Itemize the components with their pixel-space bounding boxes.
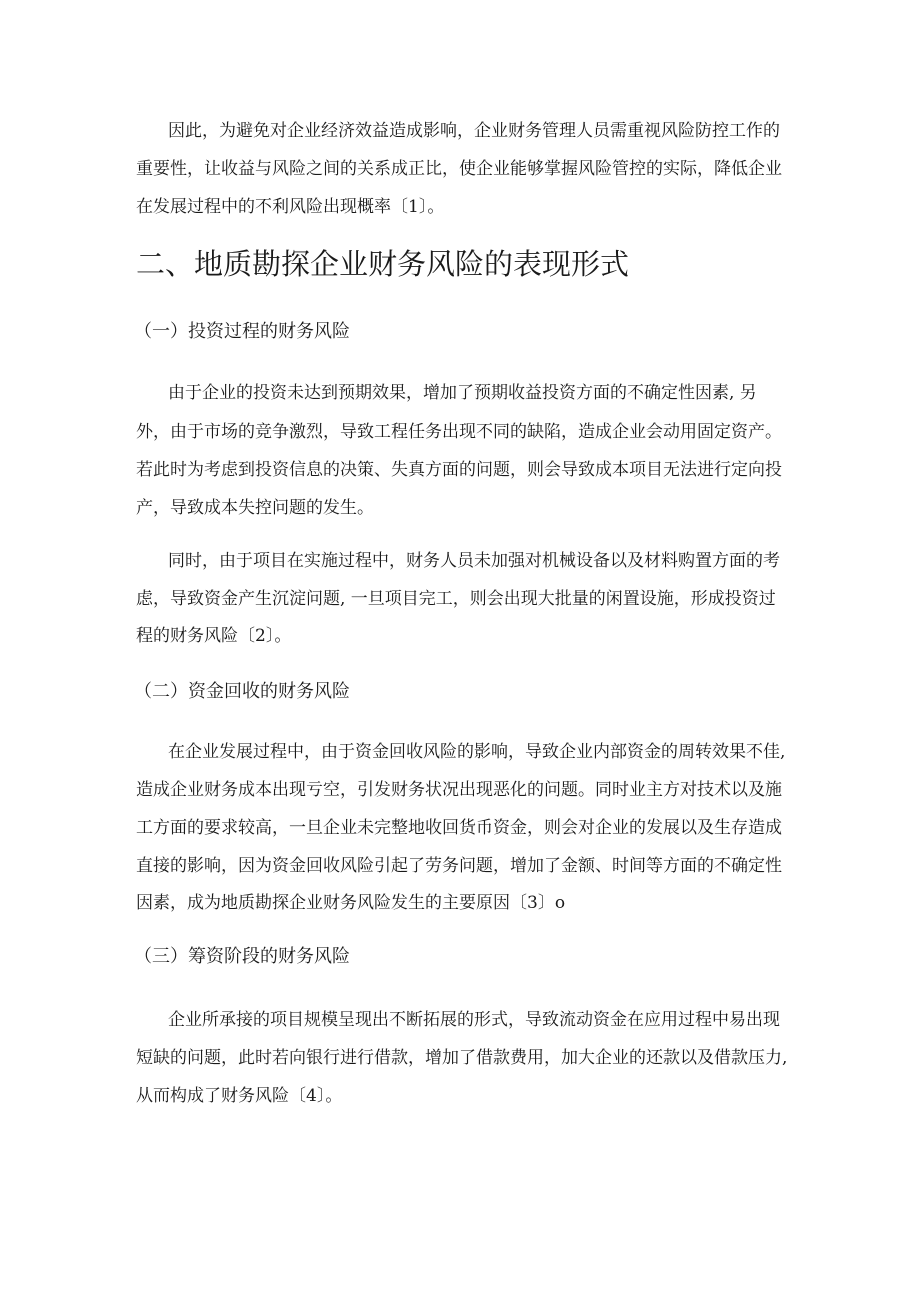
paragraph-line: 从而构成了财务风险〔4〕。 <box>136 1086 343 1106</box>
paragraph-line: 工方面的要求较高，一旦企业未完整地收回货币资金，则会对企业的发展以及生存造成 <box>136 818 782 838</box>
subsection-title: （二）资金回收的财务风险 <box>134 681 350 702</box>
paragraph-line: 在企业发展过程中，由于资金回收风险的影响，导致企业内部资金的周转效果不佳, <box>168 742 786 762</box>
paragraph-line: 产，导致成本失控问题的发生。 <box>136 498 374 518</box>
paragraph-line: 短缺的问题，此时若向银行进行借款，增加了借款费用，加大企业的还款以及借款压力, <box>136 1048 788 1068</box>
paragraph-line: 造成企业财务成本出现亏空，引发财务状况出现恶化的问题。同时业主方对技术以及施 <box>136 780 782 800</box>
paragraph-line: 直接的影响，因为资金回收风险引起了劳务问题，增加了金额、时间等方面的不确定性 <box>136 856 782 876</box>
paragraph-line: 因素，成为地质勘探企业财务风险发生的主要原因〔3〕o <box>136 893 566 913</box>
subsection-title: （三）筹资阶段的财务风险 <box>134 946 350 967</box>
paragraph-line: 外，由于市场的竞争激烈，导致工程任务出现不同的缺陷，造成企业会动用固定资产。 <box>136 422 782 442</box>
subsection-title: （一）投资过程的财务风险 <box>134 321 350 342</box>
paragraph-line: 在发展过程中的不利风险出现概率〔1〕。 <box>136 197 445 217</box>
paragraph-line: 由于企业的投资未达到预期效果，增加了预期收益投资方面的不确定性因素, 另 <box>168 383 757 403</box>
paragraph-line: 同时，由于项目在实施过程中，财务人员未加强对机械设备以及材料购置方面的考 <box>168 551 780 571</box>
paragraph-line: 重要性，让收益与风险之间的关系成正比，使企业能够掌握风险管控的实际，降低企业 <box>136 159 782 179</box>
paragraph-line: 企业所承接的项目规模呈现出不断拓展的形式，导致流动资金在应用过程中易出现 <box>168 1010 780 1030</box>
paragraph-line: 程的财务风险〔2〕。 <box>136 626 292 646</box>
paragraph-line: 虑，导致资金产生沉淀问题, 一旦项目完工，则会出现大批量的闲置设施，形成投资过 <box>136 589 776 609</box>
paragraph-line: 若此时为考虑到投资信息的决策、失真方面的问题，则会导致成本项目无法进行定向投 <box>136 460 782 480</box>
paragraph-line: 因此，为避免对企业经济效益造成影响，企业财务管理人员需重视风险防控工作的 <box>168 121 780 141</box>
section-title: 二、地质勘探企业财务风险的表现形式 <box>136 247 630 281</box>
